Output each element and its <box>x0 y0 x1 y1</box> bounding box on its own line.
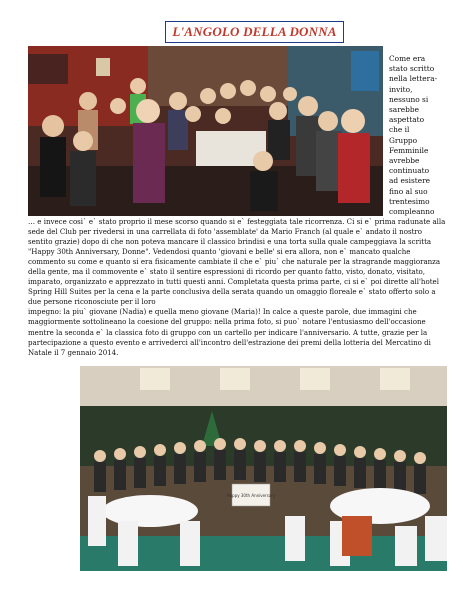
intro-text: Come era stato scritto nella lettera- invito, nessuno si sarebbe aspettato che il Gruppo Femminile avrebbe continuato ad esistere fino al suo trentesimo compleanno <box>389 54 438 217</box>
intro-column <box>389 54 457 217</box>
article-body <box>28 217 448 358</box>
page-title: L'ANGOLO DELLA DONNA <box>165 21 344 43</box>
group-photo <box>80 366 447 571</box>
article-paragraph-2: impegno: la piu` giovane (Nadia) e quella meno giovane (Maria)! In calce a queste parole, due immagini che maggiormente sottolineano la coesione del gruppo: nella prima foto, si puo` notare l'entusiasmo dell'occasione mentre la seconda e` la classica foto di gruppo con un cartello per indicare l'anniversario. A tutte, grazie per la partecipazione a questo evento e arrivederci all'incontro dell'estrazione dei premi della lotteria del Mercatino di Natale il 7 gennaio 2014. <box>28 307 431 357</box>
toast-photo <box>28 46 383 216</box>
article-paragraph-1: … e invece cosi` e` stato proprio il mese scorso quando si e` festeggiata tale ricorrenza. Ci si e` prima radunate alla sede del Club per rivedersi in una carrellata di foto 'assemblate' da Mario Franch (al quale e` andato il nostro sentito grazie) dopo di che non poteva mancare il classico brindisi e una torta sulla quale campeggiava la scritta "Happy 30th Anniversary, Donne". Vedendosi quanto 'giovani e belle' si era allora, non e` mancato qualche commento su come e quanto si era fisicamente cambiate il che e` piu` che naturale per la stragrande maggioranza della gente, ma il commovente e` stato il sentire espressioni di ricordo per quanto fatto, visto, donato, visitato, imparato, organizzato e apprezzato in tutti questi anni. Completata questa prima parte, ci si e` poi dirette all'hotel Spring Hill Suites per la cena e la parte conclusiva della serata quando un omaggio floreale e` stato offerto solo a due persone riconosciute per il loro <box>28 217 446 307</box>
anniversary-sign-text: Happy 30th Anniversary <box>226 493 276 498</box>
